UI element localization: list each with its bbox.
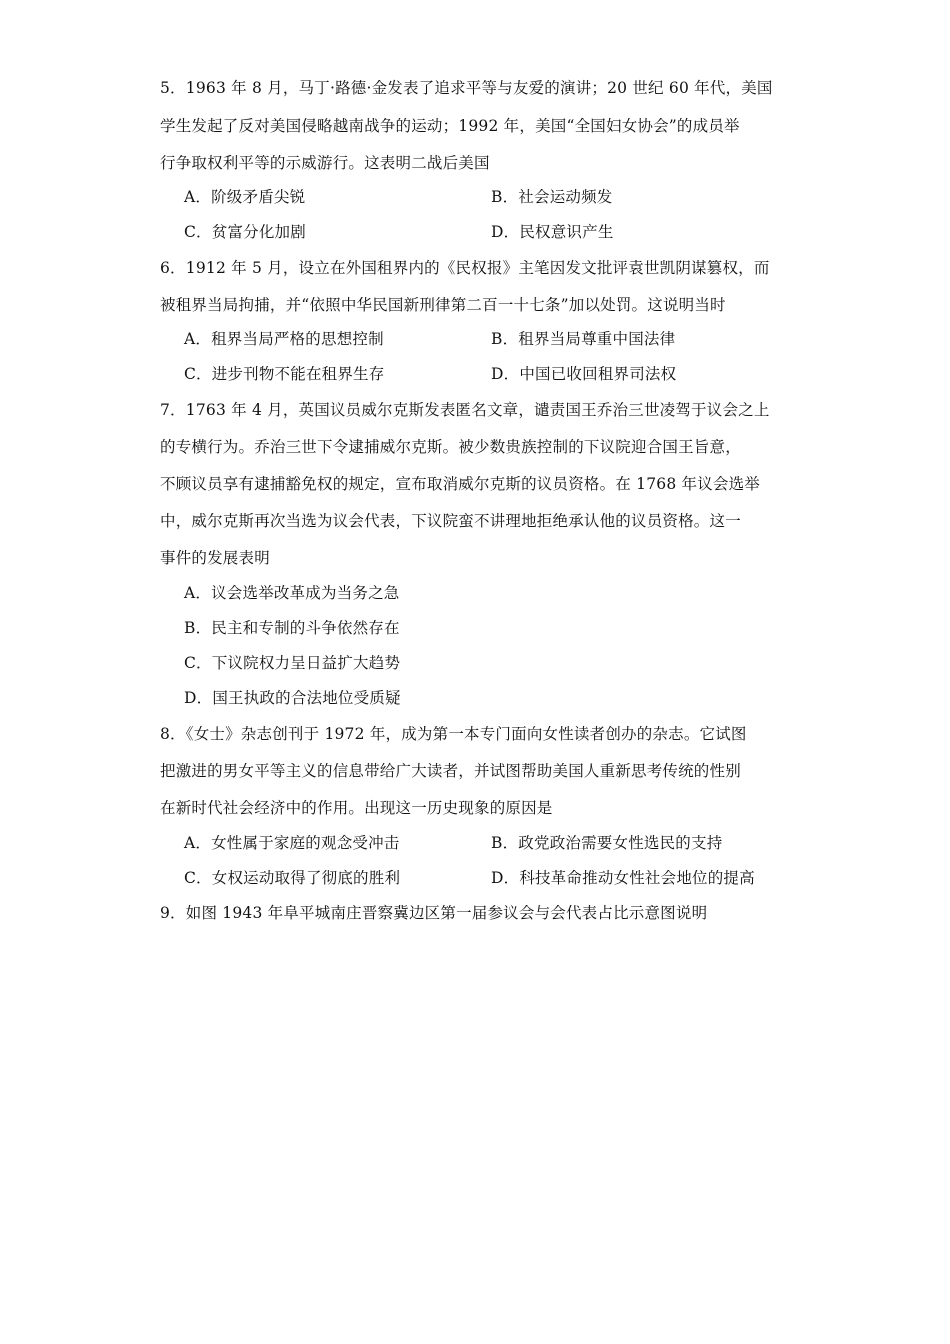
question-6-line-2: 被租界当局拘捕，并“依照中华民国新刑律第二百一十七条”加以处罚。这说明当时 [160, 296, 726, 314]
question-7-line-5: 事件的发展表明 [160, 549, 270, 567]
question-5-line-2: 学生发起了反对美国侵略越南战争的运动；1992 年，美国“全国妇女协会”的成员举 [160, 117, 740, 135]
question-5-option-c: C．贫富分化加剧 [184, 223, 306, 241]
question-7-line-4: 中，威尔克斯再次当选为议会代表，下议院蛮不讲理地拒绝承认他的议员资格。这一 [160, 512, 741, 530]
question-5-line-1: 5．1963 年 8 月，马丁·路德·金发表了追求平等与友爱的演讲；20 世纪 60 年代，美国 [160, 79, 773, 97]
question-5-option-d: D．民权意识产生 [491, 223, 614, 241]
question-5-option-b: B．社会运动频发 [491, 188, 613, 206]
question-7-option-d: D．国王执政的合法地位受质疑 [184, 689, 401, 707]
question-8-option-d: D．科技革命推动女性社会地位的提高 [491, 869, 755, 887]
question-6-option-d: D．中国已收回租界司法权 [491, 365, 677, 383]
question-8-option-b: B．政党政治需要女性选民的支持 [491, 834, 723, 852]
question-6-option-b: B．租界当局尊重中国法律 [491, 330, 676, 348]
question-8-option-a: A．女性属于家庭的观念受冲击 [184, 834, 400, 852]
question-7-option-b: B．民主和专制的斗争依然存在 [184, 619, 400, 637]
question-8-line-2: 把激进的男女平等主义的信息带给广大读者，并试图帮助美国人重新思考传统的性别 [160, 762, 741, 780]
question-7-line-1: 7．1763 年 4 月，英国议员威尔克斯发表匿名文章，谴责国王乔治三世凌驾于议会之上 [160, 401, 770, 419]
question-7-line-2: 的专横行为。乔治三世下令逮捕威尔克斯。被少数贵族控制的下议院迎合国王旨意， [160, 438, 741, 456]
question-5-option-a: A．阶级矛盾尖锐 [184, 188, 306, 206]
question-7-option-a: A．议会选举改革成为当务之急 [184, 584, 400, 602]
question-5-line-3: 行争取权利平等的示威游行。这表明二战后美国 [160, 154, 490, 172]
question-7-line-3: 不顾议员享有逮捕豁免权的规定，宣布取消威尔克斯的议员资格。在 1768 年议会选举 [160, 475, 761, 493]
question-7-option-c: C．下议院权力呈日益扩大趋势 [184, 654, 401, 672]
question-8-line-3: 在新时代社会经济中的作用。出现这一历史现象的原因是 [160, 799, 553, 817]
question-9-line-1: 9．如图 1943 年阜平城南庄晋察冀边区第一届参议会与会代表占比示意图说明 [160, 904, 708, 922]
question-6-option-c: C．进步刊物不能在租界生存 [184, 365, 385, 383]
question-8-line-1: 8．《女士》杂志创刊于 1972 年，成为第一本专门面向女性读者创办的杂志。它试图 [160, 725, 747, 743]
question-6-option-a: A．租界当局严格的思想控制 [184, 330, 384, 348]
question-8-option-c: C．女权运动取得了彻底的胜利 [184, 869, 401, 887]
question-6-line-1: 6．1912 年 5 月，设立在外国租界内的《民权报》主笔因发文批评袁世凯阴谋篡权，而 [160, 259, 770, 277]
